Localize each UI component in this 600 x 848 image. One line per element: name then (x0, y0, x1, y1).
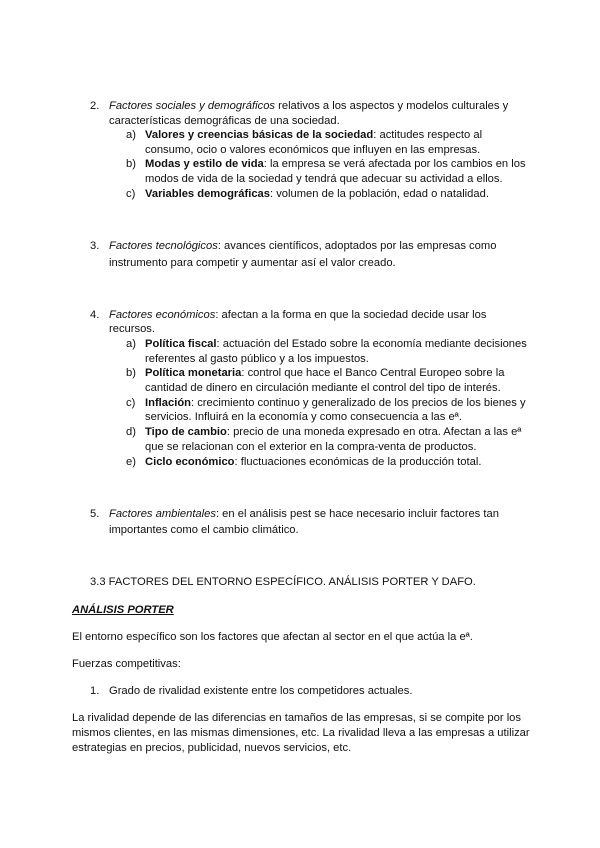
sub-item-continuation: servicios. Influirá en la economía y como consecuencia a las eª. (145, 411, 462, 423)
factor-term: Factores sociales y demográficos (109, 100, 276, 112)
sub-letter: a) (126, 338, 136, 350)
list-number: 1. (90, 685, 100, 697)
sub-item-text: Política monetaria: control que hace el Banco Central Europeo sobre la (145, 367, 505, 379)
fuerzas-label: Fuerzas competitivas: (72, 658, 181, 670)
sub-letter: d) (126, 426, 136, 438)
sub-letter: a) (126, 129, 136, 141)
list-item-text: Factores tecnológicos: avances científicos, adoptados por las empresas como (109, 240, 497, 252)
factor-term: Factores ambientales (109, 508, 216, 520)
sub-item-text: Tipo de cambio: precio de una moneda expresado en otra. Afectan a las eª (145, 426, 522, 438)
porter-heading: ANÁLISIS PORTER (72, 604, 174, 616)
sub-item-continuation: cantidad de dinero en circulación mediante el control del tipo de interés. (145, 382, 501, 394)
list-item-continuation: instrumento para competir y aumentar así el valor creado. (109, 257, 396, 269)
list-number: 3. (90, 240, 100, 252)
sub-item-text: Inflación: crecimiento continuo y generalizado de los precios de los bienes y (145, 397, 526, 409)
rivalidad-line-2: mismos clientes, en las mismas dimensiones, etc. La rivalidad lleva a las empresas a utilizar (72, 727, 530, 739)
sub-letter: b) (126, 367, 136, 379)
sub-letter: e) (126, 456, 136, 468)
sub-item-continuation: que se relacionan con el exterior en la compra-venta de productos. (145, 441, 477, 453)
sub-item-text: Valores y creencias básicas de la sociedad: actitudes respecto al (145, 129, 483, 141)
sub-item-continuation: consumo, ocio o valores económicos que influyen en las empresas. (145, 144, 481, 156)
list-item-continuation: características demográficas de una sociedad. (109, 115, 340, 127)
paragraph-entorno: El entorno específico son los factores que afectan al sector en el que actúa la eª. (72, 631, 473, 643)
sub-item-text: Variables demográficas: volumen de la población, edad o natalidad. (145, 188, 489, 200)
section-title: 3.3 FACTORES DEL ENTORNO ESPECÍFICO. ANÁLISIS PORTER Y DAFO. (90, 576, 476, 588)
list-number: 4. (90, 309, 100, 321)
list-item-text: Factores ambientales: en el análisis pest se hace necesario incluir factores tan (109, 508, 499, 520)
list-item-text: Factores económicos: afectan a la forma en que la sociedad decide usar los (109, 309, 487, 321)
sub-item-text: Modas y estilo de vida: la empresa se verá afectada por los cambios en los (145, 158, 526, 170)
sub-item-text: Ciclo económico: fluctuaciones económicas de la producción total. (145, 456, 482, 468)
sub-letter: b) (126, 158, 136, 170)
list-item-continuation: recursos. (109, 323, 156, 335)
sub-letter: c) (126, 188, 136, 200)
list-number: 2. (90, 100, 100, 112)
sub-item-continuation: referentes al gasto público y a los impuestos. (145, 353, 369, 365)
sub-letter: c) (126, 397, 136, 409)
factor-term: Factores tecnológicos (109, 240, 218, 252)
list-item-text: Factores sociales y demográficos relativos a los aspectos y modelos culturales y (109, 100, 509, 112)
factor-term: Factores económicos (109, 309, 216, 321)
rivalidad-line-1: La rivalidad depende de las diferencias en tamaños de las empresas, si se compite por los (72, 712, 521, 724)
rivalidad-line-3: estrategias en precios, publicidad, nuevos servicios, etc. (72, 742, 352, 754)
list-number: 5. (90, 508, 100, 520)
sub-item-text: Política fiscal: actuación del Estado sobre la economía mediante decisiones (145, 338, 527, 350)
sub-item-continuation: modos de vida de la sociedad y tendrá que adecuar su actividad a ellos. (145, 173, 503, 185)
list-item-continuation: importantes como el cambio climático. (109, 524, 299, 536)
fuerza-item-1: Grado de rivalidad existente entre los competidores actuales. (109, 685, 413, 697)
